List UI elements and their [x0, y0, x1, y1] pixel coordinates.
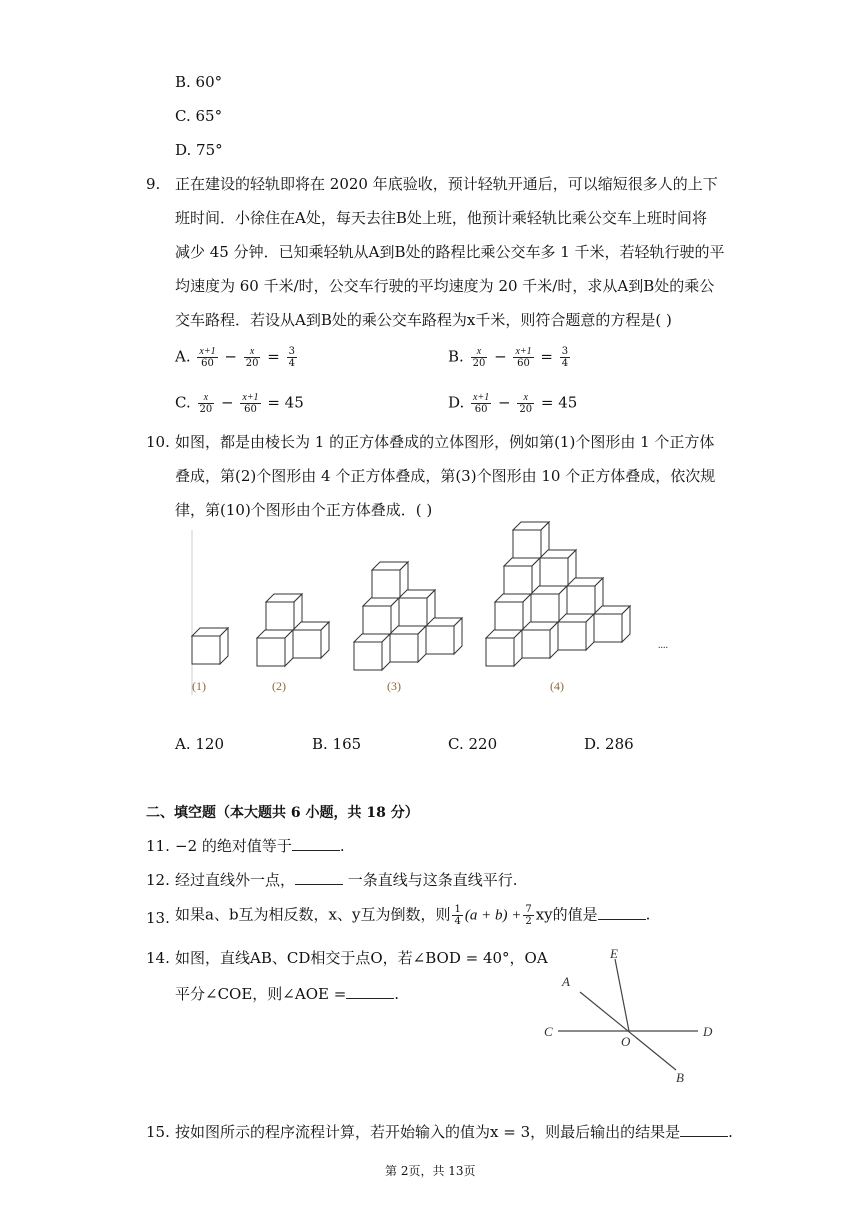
q9-line-1: 正在建设的轻轨即将在 2020 年底验收，预计轻轨开通后，可以缩短很多人的上下 [175, 175, 718, 193]
fraction: $\frac{1}{4}$ [454, 904, 461, 927]
q12-text: 经过直线外一点， 一条直线与这条直线平行. [175, 871, 518, 889]
fraction: $\frac{x}{20}$ [199, 392, 213, 415]
q10-option-b: B. 165 [312, 735, 362, 753]
q10-line-1: 如图，都是由棱长为 1 的正方体叠成的立体图形，例如第(1)个图形由 1 个正方体 [175, 433, 715, 451]
option-label: A. [175, 347, 191, 366]
q10-line-2: 叠成，第(2)个图形由 4 个正方体叠成，第(3)个图形由 10 个正方体叠成，依次规 [175, 467, 716, 485]
q9-option-a: A. $\frac{x+1}{60}$ − $\frac{x}{20}$ = $\frac{3}{4}$ [175, 346, 295, 369]
section-title: 二、填空题（本大题共 6 小题，共 18 分） [146, 805, 419, 821]
q14-line-2: 平分∠COE，则∠AOE = . [175, 985, 400, 1003]
label-d: D [703, 1024, 713, 1039]
q9-line-3: 减少 45 分钟．已知乘轻轨从A到B处的路程比乘公交车多 1 千米，若轻轨行驶的平 [175, 243, 725, 261]
answer-blank [680, 1122, 728, 1137]
q9-number: 9. [146, 175, 161, 193]
q11-text: −2 的绝对值等于 . [175, 837, 345, 855]
q15-text: 按如图所示的程序流程计算，若开始输入的值为x = 3，则最后输出的结果是 . [175, 1123, 733, 1141]
fraction: $\frac{x}{20}$ [245, 346, 259, 369]
fraction: $\frac{x+1}{60}$ [515, 346, 532, 369]
option-label: C. [175, 393, 191, 412]
fraction: $\frac{x}{20}$ [472, 346, 486, 369]
fraction: $\frac{x+1}{60}$ [199, 346, 216, 369]
q9-line-5: 交车路程．若设从A到B处的乘公交车路程为x千米，则符合题意的方程是( ) [175, 311, 672, 329]
q13-number: 13. [146, 909, 170, 927]
q9-option-b: B. $\frac{x}{20}$ − $\frac{x+1}{60}$ = $\frac{3}{4}$ [448, 346, 569, 369]
figure-label-4: (4) [550, 679, 564, 693]
figure-label-1: (1) [192, 679, 206, 693]
fraction: $\frac{x+1}{60}$ [242, 392, 259, 415]
q10-line-3: 律，第(10)个图形由个正方体叠成．( ) [175, 501, 433, 519]
fraction: $\frac{7}{2}$ [525, 904, 532, 927]
q9-option-c: C. $\frac{x}{20}$ − $\frac{x+1}{60}$ = 45 [175, 392, 304, 415]
q9-line-4: 均速度为 60 千米/时，公交车行驶的平均速度为 20 千米/时，求从A到B处的乘公 [175, 277, 715, 295]
intersecting-lines-figure [538, 942, 728, 1092]
option-label: B. [448, 347, 464, 366]
fraction: $\frac{x+1}{60}$ [473, 392, 490, 415]
q9-option-d: D. $\frac{x+1}{60}$ − $\frac{x}{20}$ = 45 [448, 392, 578, 415]
label-o: O [621, 1034, 631, 1049]
q11-number: 11. [146, 837, 170, 855]
q10-option-a: A. 120 [175, 735, 224, 753]
q8-option-c: C. 65° [175, 107, 223, 125]
q14-line-1: 如图，直线AB、CD相交于点O，若∠BOD = 40°，OA [175, 949, 548, 967]
q14-number: 14. [146, 949, 170, 967]
figure-label-3: (3) [387, 679, 401, 693]
q9-line-2: 班时间．小徐住在A处，每天去往B处上班，他预计乘轻轨比乘公交车上班时间将 [175, 209, 707, 227]
fraction: $\frac{3}{4}$ [561, 346, 569, 369]
option-label: D. [448, 393, 465, 412]
q12-number: 12. [146, 871, 170, 889]
q10-option-c: C. 220 [448, 735, 498, 753]
q15-number: 15. [146, 1123, 170, 1141]
label-a: A [562, 974, 570, 989]
answer-blank [295, 870, 343, 885]
q8-option-d: D. 75° [175, 141, 223, 159]
label-c: C [544, 1024, 553, 1039]
answer-blank [292, 836, 340, 851]
label-b: B [676, 1070, 684, 1085]
figure-label-2: (2) [272, 679, 286, 693]
fraction: $\frac{x}{20}$ [519, 392, 533, 415]
figure-ellipsis: .... [658, 640, 668, 651]
q13-text: 如果a、b互为相反数，x、y互为倒数，则 $\frac{1}{4}$ (a + b) + $\frac{7}{2}$ xy的值是 . [175, 904, 651, 927]
page-footer: 第 2页，共 13页 [385, 1164, 476, 1178]
label-e: E [610, 946, 618, 961]
answer-blank [346, 984, 394, 999]
cube-stack-figure [180, 520, 680, 700]
answer-blank [598, 905, 646, 920]
q8-option-b: B. 60° [175, 73, 223, 91]
fraction: $\frac{3}{4}$ [288, 346, 295, 369]
q10-option-d: D. 286 [584, 735, 634, 753]
q10-number: 10. [146, 433, 170, 451]
